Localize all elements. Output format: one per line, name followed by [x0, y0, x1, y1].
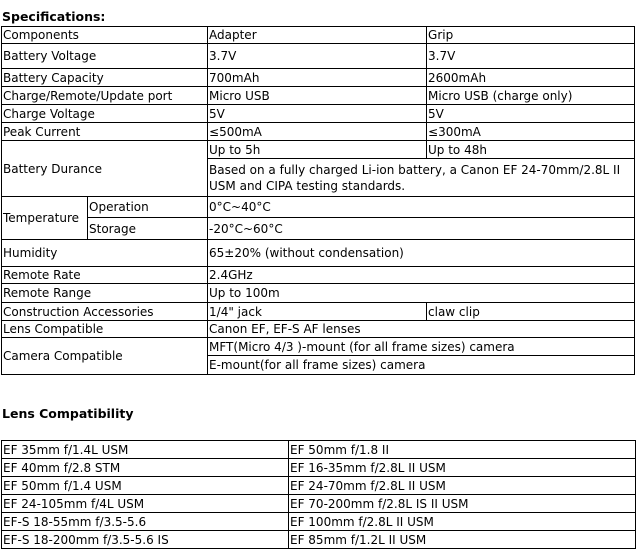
- adapter-value: Up to 5h: [208, 141, 427, 159]
- header-adapter: Adapter: [208, 27, 427, 44]
- row-label: Construction Accessories: [2, 303, 208, 321]
- grip-value: Micro USB (charge only): [427, 87, 635, 105]
- value: E-mount(for all frame sizes) camera: [208, 356, 635, 375]
- table-row: [2, 338, 635, 356]
- row-label: Lens Compatible: [2, 321, 208, 338]
- table-row: [2, 27, 635, 44]
- row-label: Remote Range: [2, 284, 208, 303]
- adapter-value: 1/4" jack: [208, 303, 427, 321]
- sub-label: Operation: [88, 197, 208, 218]
- table-row: [2, 267, 635, 284]
- value: 65±20% (without condensation): [208, 240, 635, 267]
- grip-value: 5V: [427, 105, 635, 123]
- lens-cell: EF 24-70mm f/2.8L II USM: [289, 477, 636, 495]
- adapter-value: 3.7V: [208, 44, 427, 69]
- row-label: Battery Voltage: [2, 44, 208, 69]
- row-label: Charge/Remote/Update port: [2, 87, 208, 105]
- row-label: Remote Rate: [2, 267, 208, 284]
- table-row: [2, 123, 635, 141]
- lens-cell: EF 50mm f/1.4 USM: [2, 477, 289, 495]
- row-label: Battery Durance: [2, 141, 208, 197]
- lens-cell: EF 40mm f/2.8 STM: [2, 459, 289, 477]
- table-row: [2, 495, 636, 513]
- adapter-value: 700mAh: [208, 69, 427, 87]
- table-row: [2, 197, 635, 218]
- adapter-value: 5V: [208, 105, 427, 123]
- row-label: Temperature: [2, 197, 88, 240]
- row-label: Peak Current: [2, 123, 208, 141]
- lens-cell: EF 16-35mm f/2.8L II USM: [289, 459, 636, 477]
- grip-value: 3.7V: [427, 44, 635, 69]
- row-label: Charge Voltage: [2, 105, 208, 123]
- lens-cell: EF 35mm f/1.4L USM: [2, 441, 289, 459]
- sub-label: Storage: [88, 218, 208, 240]
- lens-cell: EF 70-200mm f/2.8L IS II USM: [289, 495, 636, 513]
- table-row: [2, 477, 636, 495]
- table-row: [2, 513, 636, 531]
- lens-cell: EF-S 18-55mm f/3.5-5.6: [2, 513, 289, 531]
- value: Canon EF, EF-S AF lenses: [208, 321, 635, 338]
- adapter-value: Micro USB: [208, 87, 427, 105]
- table-row: [2, 105, 635, 123]
- header-components: Components: [2, 27, 208, 44]
- table-row: [2, 459, 636, 477]
- table-row: [2, 303, 635, 321]
- lens-cell: EF 24-105mm f/4L USM: [2, 495, 289, 513]
- table-row: [2, 44, 635, 69]
- table-row: [2, 69, 635, 87]
- operation-value: 0°C~40°C: [208, 197, 635, 218]
- table-row: [2, 531, 636, 549]
- table-row: [2, 321, 635, 338]
- table-row: [2, 240, 635, 267]
- lens-compatibility-heading: Lens Compatibility: [2, 406, 134, 421]
- lens-cell: EF 100mm f/2.8L II USM: [289, 513, 636, 531]
- lens-cell: EF 85mm f/1.2L II USM: [289, 531, 636, 549]
- grip-value: ≤300mA: [427, 123, 635, 141]
- lens-cell: EF 50mm f/1.8 II: [289, 441, 636, 459]
- value: 2.4GHz: [208, 267, 635, 284]
- lens-compatibility-table: [1, 440, 636, 549]
- table-row: [2, 141, 635, 159]
- header-grip: Grip: [427, 27, 635, 44]
- adapter-value: ≤500mA: [208, 123, 427, 141]
- lens-cell: EF-S 18-200mm f/3.5-5.6 IS: [2, 531, 289, 549]
- row-label: Humidity: [2, 240, 208, 267]
- specifications-heading: Specifications:: [2, 9, 106, 24]
- value: Up to 100m: [208, 284, 635, 303]
- table-row: [2, 218, 635, 240]
- specifications-table: [1, 26, 635, 375]
- battery-durance-note: Based on a fully charged Li-ion battery, a Canon EF 24-70mm/2.8L II USM and CIPA testing standards.: [208, 159, 635, 197]
- row-label: Camera Compatible: [2, 338, 208, 375]
- grip-value: Up to 48h: [427, 141, 635, 159]
- value: MFT(Micro 4/3 )-mount (for all frame sizes) camera: [208, 338, 635, 356]
- grip-value: claw clip: [427, 303, 635, 321]
- table-row: [2, 441, 636, 459]
- storage-value: -20°C~60°C: [208, 218, 635, 240]
- table-row: [2, 87, 635, 105]
- table-row: [2, 284, 635, 303]
- grip-value: 2600mAh: [427, 69, 635, 87]
- row-label: Battery Capacity: [2, 69, 208, 87]
